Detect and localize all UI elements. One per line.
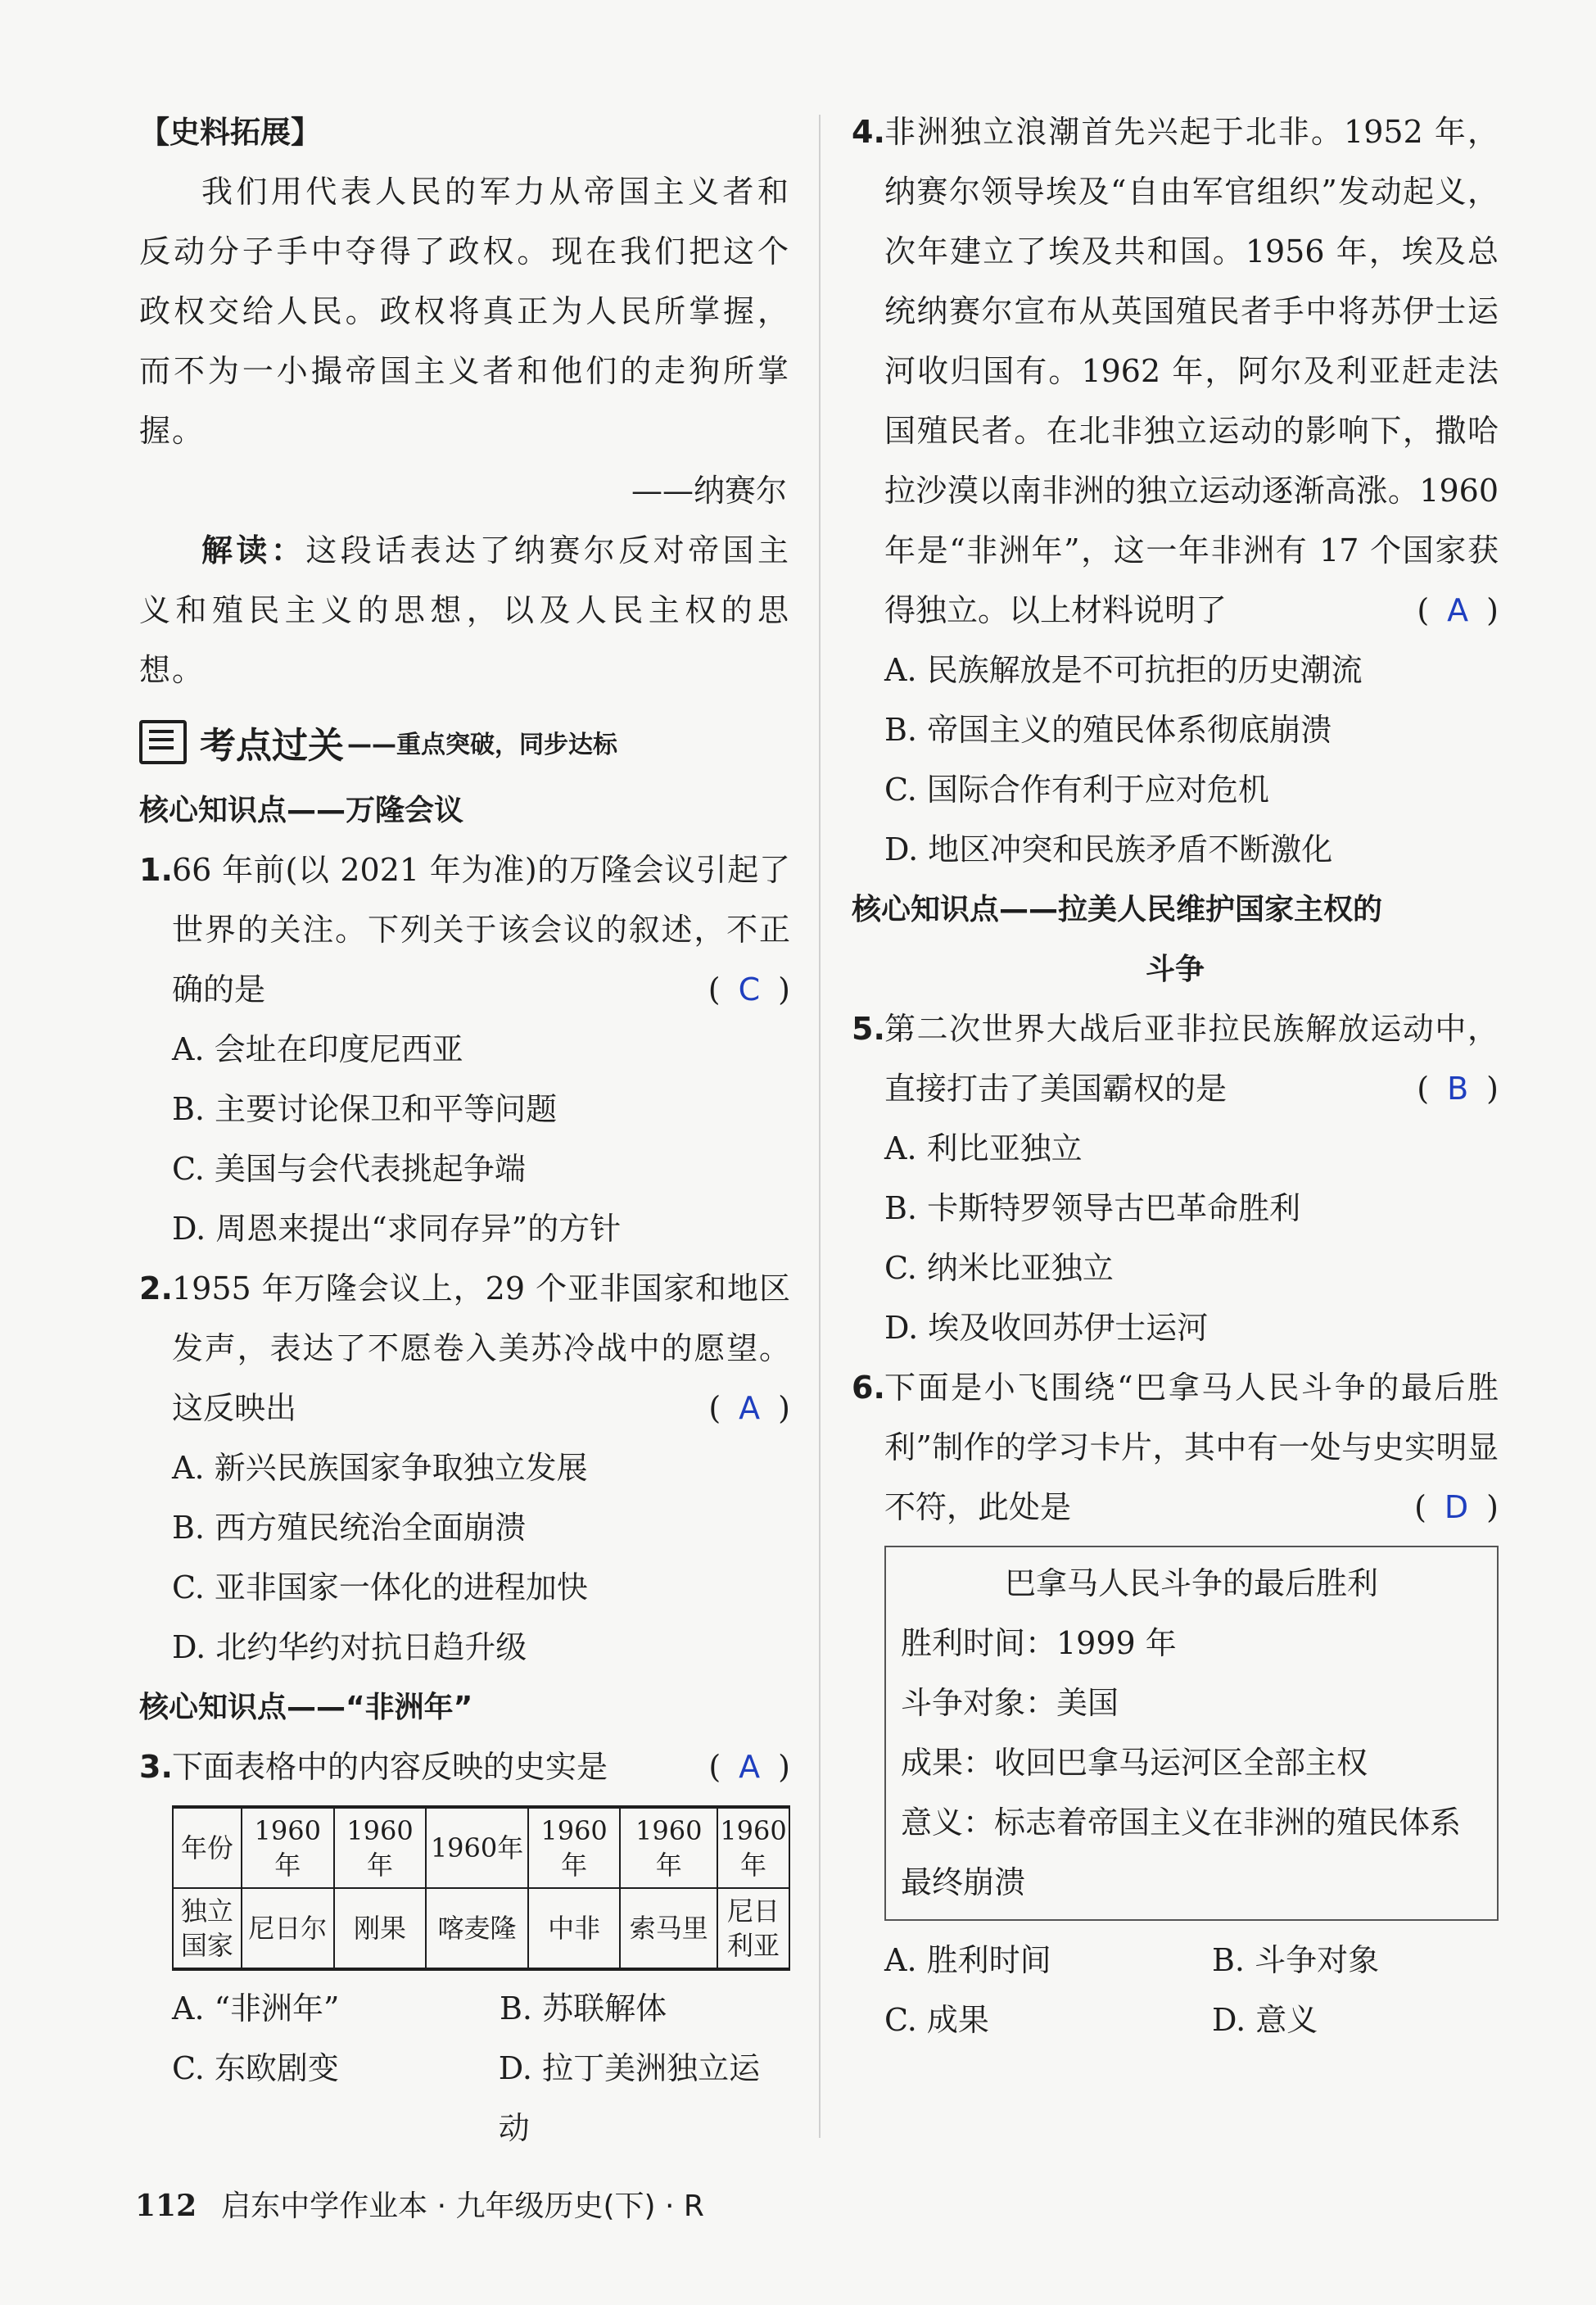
table-cell: 尼日利亚 [717, 1888, 789, 1969]
option: A. 新兴民族国家争取独立发展 [172, 1450, 588, 1486]
question-5 [852, 999, 1499, 1119]
question-number: 4. [852, 114, 885, 150]
answer-bracket: ( A ) [708, 1749, 790, 1785]
question-number: 6. [852, 1370, 885, 1406]
answer-bracket: ( D ) [1414, 1489, 1499, 1525]
table-cell: 1960年 [426, 1807, 527, 1888]
interpretation [139, 521, 790, 700]
independence-table [172, 1805, 790, 1971]
option-row [852, 1931, 1499, 1990]
table-header-year: 年份 [173, 1807, 242, 1888]
option: C. 纳米比亚独立 [884, 1250, 1114, 1286]
question-number: 1. [139, 852, 173, 888]
option: A. “非洲年” [172, 1990, 340, 2026]
table-cell: 刚果 [334, 1888, 427, 1969]
knowledge-point-latin-america-cont: 斗争 [1145, 953, 1205, 986]
option: C. 东欧剧变 [172, 2050, 339, 2086]
option: A. 民族解放是不可抗拒的历史潮流 [884, 652, 1363, 688]
table-cell: 喀麦隆 [426, 1888, 527, 1969]
option-row [852, 1990, 1499, 2050]
option: A. 胜利时间 [884, 1942, 1051, 1978]
banner-title: 考点过关 [200, 725, 344, 767]
option: D. 周恩来提出“求同存异”的方针 [172, 1211, 622, 1247]
table-cell: 1960年 [620, 1807, 717, 1888]
option-row [139, 1979, 790, 2039]
answer-letter: D [1444, 1489, 1469, 1525]
question-text: 下面是小飞围绕“巴拿马人民斗争的最后胜利”制作的学习卡片，其中有一处与史实明显不符，此处是 [884, 1370, 1499, 1525]
option: B. 卡斯特罗领导古巴革命胜利 [884, 1190, 1301, 1226]
answer-bracket: ( B ) [1417, 1071, 1499, 1107]
option: A. 会址在印度尼西亚 [172, 1031, 463, 1067]
section-title-historical-material: 【史料拓展】 [139, 115, 321, 150]
option: C. 国际合作有利于应对危机 [884, 772, 1269, 808]
right-column [852, 102, 1499, 2050]
option: D. 意义 [1212, 2002, 1318, 2038]
question-number: 3. [139, 1749, 173, 1785]
option: B. 斗争对象 [1212, 1942, 1380, 1978]
knowledge-point-bandung: 核心知识点——万隆会议 [139, 794, 464, 827]
question-text: 下面表格中的内容反映的史实是 [172, 1749, 608, 1785]
table-row [173, 1888, 789, 1969]
table-cell: 中非 [528, 1888, 621, 1969]
question-text: 66 年前(以 2021 年为准)的万隆会议引起了世界的关注。下列关于该会议的叙述，不正确的是 [172, 852, 790, 1008]
section-banner [139, 707, 790, 777]
option: D. 地区冲突和民族矛盾不断激化 [884, 831, 1333, 867]
option: B. 苏联解体 [500, 1990, 667, 2026]
page-number: 112 [135, 2189, 197, 2223]
interpretation-text: 这段话表达了纳赛尔反对帝国主义和殖民主义的思想，以及人民主权的思想。 [139, 532, 790, 688]
table-cell: 1960年 [242, 1807, 334, 1888]
option: D. 拉丁美洲独立运动 [498, 2050, 761, 2146]
answer-bracket: ( C ) [708, 971, 790, 1008]
table-cell: 1960年 [528, 1807, 621, 1888]
quote-paragraph: 我们用代表人民的军力从帝国主义者和反动分子手中夺得了政权。现在我们把这个政权交给人民。政权将真正为人民所掌握，而不为一小撮帝国主义者和他们的走狗所掌握。 [139, 174, 790, 449]
study-card [884, 1546, 1499, 1921]
table-row [173, 1807, 789, 1888]
study-card-title: 巴拿马人民斗争的最后胜利 [1004, 1565, 1378, 1601]
answer-letter: A [739, 1390, 761, 1426]
notebook-icon [139, 720, 187, 764]
question-text: 第二次世界大战后亚非拉民族解放运动中，直接打击了美国霸权的是 [884, 1011, 1499, 1107]
option: B. 帝国主义的殖民体系彻底崩溃 [884, 712, 1332, 748]
study-card-line: 胜利时间：1999 年 [901, 1625, 1177, 1661]
answer-bracket: ( A ) [708, 1390, 790, 1426]
option: A. 利比亚独立 [884, 1130, 1083, 1166]
page-footer [135, 2183, 704, 2225]
question-number: 2. [139, 1270, 173, 1306]
option: C. 成果 [884, 2002, 989, 2038]
table-cell: 1960年 [717, 1807, 789, 1888]
option: D. 北约华约对抗日趋升级 [172, 1629, 527, 1665]
study-card-line: 斗争对象：美国 [901, 1685, 1119, 1721]
question-2 [139, 1259, 790, 1438]
question-1 [139, 840, 790, 1020]
column-divider [819, 115, 821, 2138]
table-cell: 索马里 [620, 1888, 717, 1969]
option: C. 美国与会代表挑起争端 [172, 1151, 526, 1187]
table-cell: 尼日尔 [242, 1888, 334, 1969]
question-3 [139, 1737, 790, 1797]
answer-letter: C [738, 971, 761, 1008]
answer-bracket: ( A ) [1417, 592, 1499, 628]
banner-subtitle: ——重点突破，同步达标 [347, 731, 617, 759]
book-title: 启东中学作业本 · 九年级历史(下) · R [221, 2190, 704, 2223]
question-6 [852, 1358, 1499, 1537]
answer-letter: A [1447, 592, 1469, 628]
option: C. 亚非国家一体化的进程加快 [172, 1569, 588, 1605]
answer-letter: B [1447, 1071, 1469, 1107]
quote-author: ——纳赛尔 [631, 473, 787, 509]
left-column [139, 102, 790, 2158]
table-header-country: 独立国家 [173, 1888, 242, 1969]
study-card-line: 意义：标志着帝国主义在非洲的殖民体系最终崩溃 [901, 1805, 1462, 1900]
option-row [139, 2039, 790, 2158]
option: B. 西方殖民统治全面崩溃 [172, 1510, 527, 1546]
answer-letter: A [739, 1749, 761, 1785]
interpretation-label: 解读： [201, 532, 306, 568]
question-4 [852, 102, 1499, 641]
study-card-line: 成果：收回巴拿马运河区全部主权 [901, 1745, 1368, 1781]
knowledge-point-latin-america: 核心知识点——拉美人民维护国家主权的 [852, 893, 1383, 926]
question-text: 非洲独立浪潮首先兴起于北非。1952 年，纳赛尔领导埃及“自由军官组织”发动起义，次年建立了埃及共和国。1956 年，埃及总统纳赛尔宣布从英国殖民者手中将苏伊士运河收归国有。1962 年，阿尔及利亚赶走法国殖民者。在北非独立运动的影响下，撒哈拉沙漠以南非洲的独立运动逐渐高涨。1960 年是“非洲年”，这一年非洲有 17 个国家获得独立。以上材料说明了 [884, 114, 1499, 628]
knowledge-point-africa-year: 核心知识点——“非洲年” [139, 1691, 473, 1724]
question-text: 1955 年万隆会议上，29 个亚非国家和地区发声，表达了不愿卷入美苏冷战中的愿望。这反映出 [172, 1270, 790, 1426]
option: D. 埃及收回苏伊士运河 [884, 1310, 1209, 1346]
question-number: 5. [852, 1011, 885, 1047]
option: B. 主要讨论保卫和平等问题 [172, 1091, 558, 1127]
table-cell: 1960年 [334, 1807, 427, 1888]
